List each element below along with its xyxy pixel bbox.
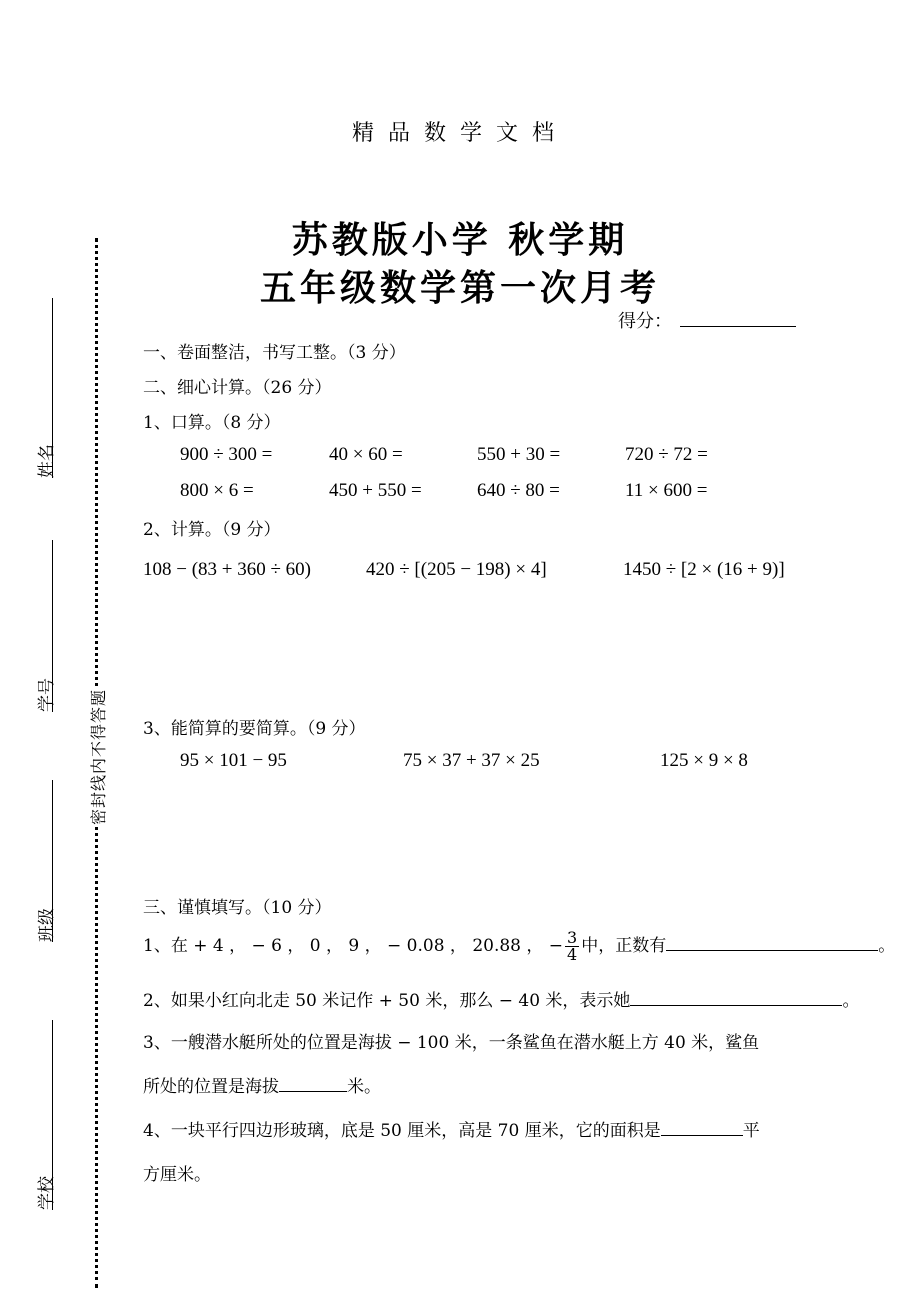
fill-q4-text-2: 平 xyxy=(742,1121,760,1141)
fill-q4-text: 4、一块平行四边形玻璃，底是 50 厘米，高是 70 厘米，它的面积是 xyxy=(143,1121,661,1141)
fill-q4-blank[interactable] xyxy=(661,1119,743,1136)
fill-q3-text: 所处的位置是海拔 xyxy=(143,1077,279,1097)
fraction-denominator: 4 xyxy=(567,945,578,964)
oral-item: 720 ÷ 72 = xyxy=(625,444,708,465)
fill-q4-line2: 方厘米。 xyxy=(143,1165,211,1185)
oral-item: 550 + 30 = xyxy=(477,444,561,465)
calc-item: 1450 ÷ [2 × (16 + 9)] xyxy=(623,559,785,580)
q2-heading: 2、计算。（9 分） xyxy=(143,520,281,540)
fill-q3-line1: 3、一艘潜水艇所处的位置是海拔 − 100 米，一条鲨鱼在潜水艇上方 40 米，鲨鱼 xyxy=(143,1033,760,1053)
fill-q3-blank[interactable] xyxy=(279,1075,347,1092)
class-label: 班级 xyxy=(37,908,57,942)
fill-q1-text-2: 中，正数有 xyxy=(581,936,667,956)
fill-q4-line1 xyxy=(143,1116,760,1141)
fill-q1-end: 。 xyxy=(878,936,896,956)
simplify-item: 125 × 9 × 8 xyxy=(660,750,748,771)
simplify-item: 75 × 37 + 37 × 25 xyxy=(403,750,540,771)
fill-q3-line2 xyxy=(143,1072,381,1097)
score-field xyxy=(618,307,796,333)
fill-q1-text: 1、在 + 4 ， − 6 ， 0 ， 9 ， − 0.08 ， 20.88 ， − xyxy=(143,936,564,956)
fill-q3-end: 米。 xyxy=(347,1077,381,1097)
fraction-numerator: 3 xyxy=(567,928,578,947)
fill-q2 xyxy=(143,986,859,1011)
oral-item: 640 ÷ 80 = xyxy=(477,480,560,501)
score-blank[interactable] xyxy=(680,310,796,327)
oral-item: 450 + 550 = xyxy=(329,480,422,501)
calc-item: 108 − (83 + 360 ÷ 60) xyxy=(143,559,312,580)
section-1-heading: 一、卷面整洁，书写工整。（3 分） xyxy=(143,343,406,363)
oral-item: 900 ÷ 300 = xyxy=(180,444,273,465)
simplify-item: 95 × 101 − 95 xyxy=(180,750,287,771)
fill-q1 xyxy=(143,930,895,963)
section-3-heading: 三、谨慎填写。（10 分） xyxy=(143,898,332,918)
fill-q2-end: 。 xyxy=(842,991,860,1011)
exam-title-line1: 苏教版小学 秋学期 xyxy=(291,220,629,261)
page-header: 精品数学文档 xyxy=(351,121,568,146)
oral-item: 11 × 600 = xyxy=(625,480,708,501)
fill-q2-blank[interactable] xyxy=(630,989,842,1006)
fill-q2-text: 2、如果小红向北走 50 米记作 + 50 米，那么 − 40 米，表示她 xyxy=(143,991,631,1011)
exam-title-line2: 五年级数学第一次月考 xyxy=(259,268,660,309)
score-label: 得分： xyxy=(618,311,672,332)
calc-item: 420 ÷ [(205 − 198) × 4] xyxy=(366,559,547,580)
student-no-label: 学号 xyxy=(37,678,57,712)
fill-q1-blank[interactable] xyxy=(666,934,878,951)
section-2-heading: 二、细心计算。（26 分） xyxy=(143,378,332,398)
q1-heading: 1、口算。（8 分） xyxy=(143,413,281,433)
school-label: 学校 xyxy=(37,1176,57,1210)
name-label: 姓名 xyxy=(37,444,57,478)
oral-item: 40 × 60 = xyxy=(329,444,403,465)
fraction-three-quarters xyxy=(565,930,579,963)
seal-note: 密封线内不得答题 xyxy=(86,687,109,827)
oral-item: 800 × 6 = xyxy=(180,480,254,501)
q3-heading: 3、能简算的要简算。（9 分） xyxy=(143,719,366,739)
